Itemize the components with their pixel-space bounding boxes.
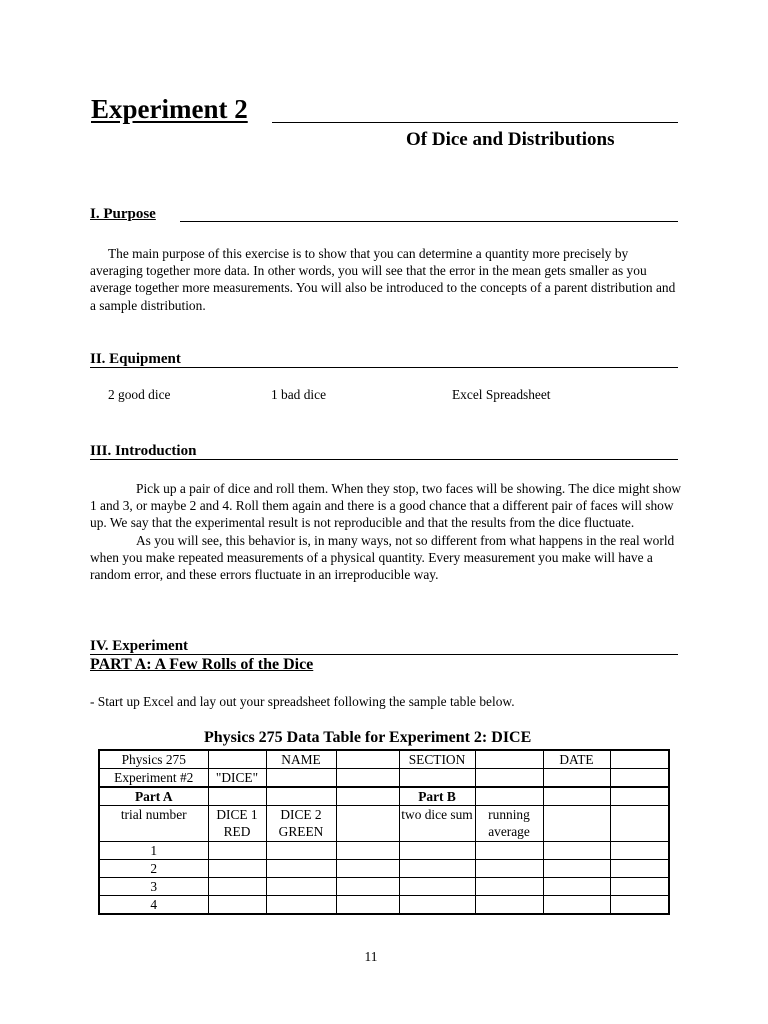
table-row (99, 806, 669, 842)
table-row (99, 896, 669, 915)
table-cell (266, 842, 336, 860)
table-row (99, 878, 669, 896)
equipment-item: 2 good dice (108, 387, 171, 402)
table-cell (336, 860, 399, 878)
table-cell: 2 (99, 860, 208, 878)
table-cell: 1 (99, 842, 208, 860)
table-cell: NAME (266, 750, 336, 769)
table-cell (543, 787, 610, 806)
table-cell (266, 787, 336, 806)
table-cell (610, 806, 669, 842)
table-cell (543, 806, 610, 842)
table-cell (475, 896, 543, 915)
table-cell (475, 860, 543, 878)
table-row (99, 860, 669, 878)
table-cell (610, 769, 669, 788)
table-cell (475, 769, 543, 788)
table-cell (336, 787, 399, 806)
table-cell: DATE (543, 750, 610, 769)
table-cell (336, 842, 399, 860)
table-cell: two dice sum (399, 806, 475, 842)
table-cell (610, 896, 669, 915)
table-cell: "DICE" (208, 769, 266, 788)
table-cell (336, 769, 399, 788)
purpose-text: The main purpose of this exercise is to show that you can determine a quantity more precisely by averaging together more data. In other words, you will see that the error in the mean gets smaller as you average together more measurements. You will also be introduced to the concepts of a parent distribution and a sample distribution. (90, 246, 676, 313)
table-cell (399, 896, 475, 915)
table-cell (399, 878, 475, 896)
table-cell (336, 750, 399, 769)
introduction-rule (90, 459, 678, 460)
introduction-paragraph-1: Pick up a pair of dice and roll them. When they stop, two faces will be showing. The dice might show 1 and 3, or maybe 2 and 4. Roll them again and there is a good chance that a different pair of faces will show up. We say that the experimental result is not reproducible and that the results from the dice fluctuate. (90, 481, 682, 531)
equipment-item: Excel Spreadsheet (452, 387, 551, 402)
table-cell (208, 860, 266, 878)
table-cell: Experiment #2 (99, 769, 208, 788)
table-row (99, 769, 669, 788)
introduction-paragraphs (90, 480, 682, 583)
table-cell (399, 860, 475, 878)
experiment-heading: IV. Experiment (90, 638, 189, 654)
table-row (99, 842, 669, 860)
table-cell (266, 769, 336, 788)
table-cell: DICE 2 GREEN (266, 806, 336, 842)
table-cell (543, 878, 610, 896)
table-cell (475, 750, 543, 769)
table-cell (208, 787, 266, 806)
purpose-rule (180, 221, 678, 222)
table-row (99, 750, 669, 769)
table-cell (543, 842, 610, 860)
equipment-rule (90, 367, 678, 368)
table-cell (610, 750, 669, 769)
introduction-heading: III. Introduction (90, 443, 197, 459)
table-cell (266, 896, 336, 915)
title-rule (272, 122, 678, 123)
table-cell (610, 787, 669, 806)
table-cell: Part A (99, 787, 208, 806)
table-cell: Part B (399, 787, 475, 806)
table-cell: SECTION (399, 750, 475, 769)
page-number: 11 (364, 949, 378, 964)
table-cell (543, 860, 610, 878)
table-cell (610, 842, 669, 860)
table-cell (475, 878, 543, 896)
table-cell (543, 769, 610, 788)
equipment-heading: II. Equipment (90, 351, 181, 367)
table-cell (475, 842, 543, 860)
table-cell (399, 769, 475, 788)
table-cell (266, 878, 336, 896)
table-title: Physics 275 Data Table for Experiment 2: DICE (204, 729, 532, 746)
table-cell (399, 842, 475, 860)
part-a-heading: PART A: A Few Rolls of the Dice (90, 656, 314, 673)
table-cell (208, 896, 266, 915)
table-cell (610, 878, 669, 896)
table-cell: Physics 275 (99, 750, 208, 769)
purpose-paragraph (90, 245, 682, 314)
table-cell (336, 878, 399, 896)
table-cell: 3 (99, 878, 208, 896)
purpose-heading-text: I. Purpose (90, 206, 156, 222)
table-cell: running average (475, 806, 543, 842)
document-subtitle: Of Dice and Distributions (406, 129, 615, 150)
table-cell (336, 806, 399, 842)
table-cell (208, 878, 266, 896)
table-cell (475, 787, 543, 806)
table-cell (543, 896, 610, 915)
table-row (99, 787, 669, 806)
equipment-item: 1 bad dice (271, 387, 327, 402)
instruction-text: - Start up Excel and lay out your spreadsheet following the sample table below. (90, 694, 515, 709)
data-table (98, 749, 670, 915)
table-cell: DICE 1 RED (208, 806, 266, 842)
table-cell (266, 860, 336, 878)
experiment-rule (90, 654, 678, 655)
table-cell (610, 860, 669, 878)
table-cell: 4 (99, 896, 208, 915)
introduction-paragraph-2: As you will see, this behavior is, in many ways, not so different from what happens in the real world when you make repeated measurements of a physical quantity. Every measurement you make will have a random error, and these errors fluctuate in an irreproducible way. (90, 532, 675, 583)
document-title: Experiment 2 (91, 94, 248, 124)
purpose-heading (90, 206, 156, 223)
table-cell (336, 896, 399, 915)
table-cell: trial number (99, 806, 208, 842)
table-cell (208, 842, 266, 860)
table-cell (208, 750, 266, 769)
